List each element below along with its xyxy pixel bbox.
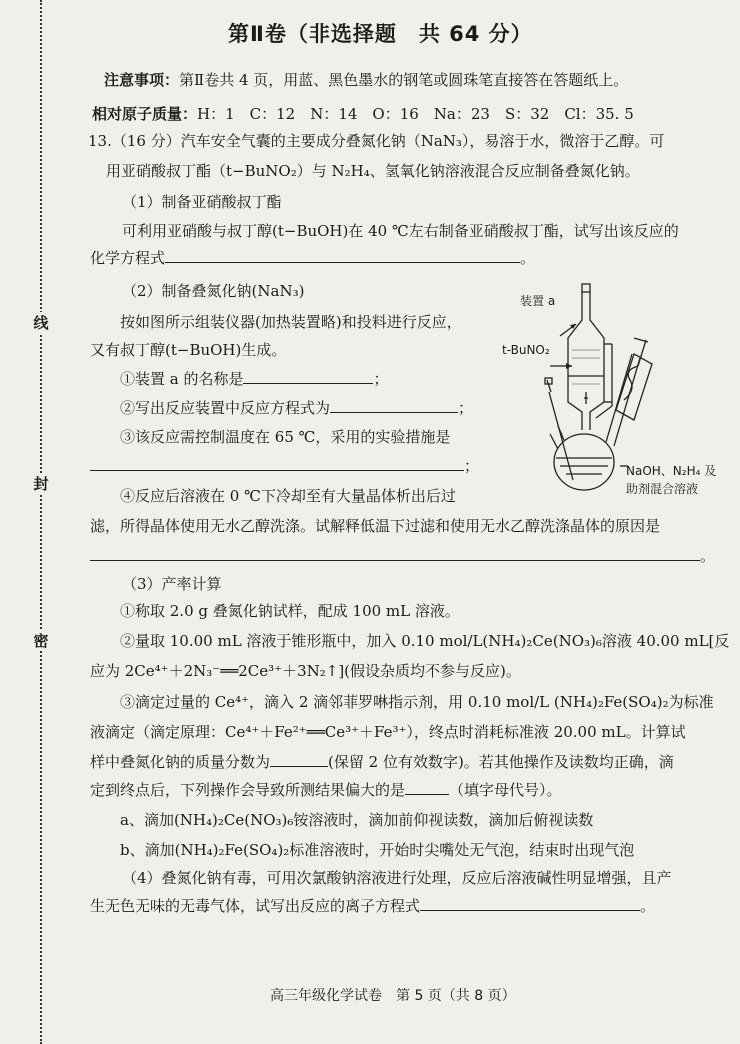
answer-blank-device-name[interactable] (243, 369, 373, 384)
part3-step2-line2: 应为 2Ce⁴⁺＋2N₃⁻══2Ce³⁺＋3N₂↑](假设杂质均不参与反应)。 (90, 662, 521, 680)
notice (104, 70, 628, 90)
part1-line2 (90, 248, 535, 268)
part4-prompt: 生无色无味的无毒气体，试写出反应的离子方程式 (90, 897, 421, 915)
part1-line1: 可利用亚硝酸与叔丁醇(t−BuOH)在 40 ℃左右制备亚硝酸叔丁酯，试写出该反应的 (122, 222, 679, 240)
part2-q1-prompt: ①装置 a 的名称是 (120, 370, 244, 388)
part3-mass-fraction-prompt: 样中叠氮化钠的质量分数为 (90, 753, 271, 771)
part3-step3-line1: ③滴定过量的 Ce⁴⁺，滴入 2 滴邻菲罗啉指示剂，用 0.10 mol/L (NH₄)₂Fe(SO₄)₂为标准 (120, 693, 714, 711)
part2-q1-end: ； (373, 370, 389, 388)
option-a: a、滴加(NH₄)₂Ce(NO₃)₆铵溶液时，滴加前仰视读数，滴加后俯视读数 (120, 811, 594, 829)
part2-q3-answer-line (90, 456, 479, 476)
label-reagent: t-BuNO₂ (502, 343, 550, 357)
part1-heading: （1）制备亚硝酸叔丁酯 (122, 193, 282, 211)
part3-step3-line4 (90, 780, 562, 800)
notice-text: 第Ⅱ卷共 4 页，用蓝、黑色墨水的钢笔或圆珠笔直接答在答题纸上。 (179, 71, 629, 89)
answer-blank-temperature[interactable] (90, 456, 464, 471)
apparatus-diagram (500, 280, 740, 505)
part3-step3-line4-post: （填字母代号）。 (449, 781, 562, 799)
answer-blank-option[interactable] (405, 780, 449, 795)
q13-intro-line2: 用亚硝酸叔丁酯（t−BuNO₂）与 N₂H₄、氢氧化钠溶液混合反应制备叠氮化钠。 (106, 162, 640, 180)
part2-q2 (120, 398, 473, 418)
part2-q4-line1: ④反应后溶液在 0 ℃下冷却至有大量晶体析出后过 (120, 487, 456, 505)
atomic-text: H：1 C：12 N：14 O：16 Na：23 S：32 Cl：35. 5 (197, 105, 634, 123)
answer-blank-ionic-equation[interactable] (420, 896, 640, 911)
label-solution-line2: 助剂混合溶液 (626, 482, 699, 496)
binding-char-mi: 密 (30, 630, 52, 651)
part4-end: 。 (640, 897, 656, 915)
section-title: 第Ⅱ卷（非选择题 共 64 分） (228, 22, 533, 46)
part3-step3-line2: 液滴定（滴定原理：Ce⁴⁺＋Fe²⁺══Ce³⁺＋Fe³⁺），终点时消耗标准液 20.00 mL。计算试 (90, 723, 686, 741)
part4-line1: （4）叠氮化钠有毒，可用次氯酸钠溶液进行处理，反应后溶液碱性明显增强，且产 (122, 869, 672, 887)
binding-char-feng: 封 (30, 473, 52, 494)
part3-step2-line1: ②量取 10.00 mL 溶液于锥形瓶中，加入 0.10 mol/L(NH₄)₂Ce(NO₃)₆溶液 40.00 mL[反 (120, 632, 730, 650)
part2-q3-end: ； (464, 457, 480, 475)
label-device-a: 装置 a (520, 294, 556, 308)
part1-prompt: 化学方程式 (90, 249, 166, 267)
part2-q3: ③该反应需控制温度在 65 ℃，采用的实验措施是 (120, 428, 451, 446)
part2-q2-prompt: ②写出反应装置中反应方程式为 (120, 399, 331, 417)
answer-blank-reaction[interactable] (330, 398, 458, 413)
part3-heading: （3）产率计算 (122, 575, 222, 593)
part2-q4-line2: 滤，所得晶体使用无水乙醇洗涤。试解释低温下过滤和使用无水乙醇洗涤晶体的原因是 (90, 517, 661, 535)
part1-end: 。 (520, 249, 536, 267)
part2-line1: 按如图所示组装仪器(加热装置略)和投料进行反应， (120, 313, 462, 331)
answer-blank-reason[interactable] (90, 546, 700, 561)
part2-q4-end: 。 (700, 547, 716, 565)
option-b: b、滴加(NH₄)₂Fe(SO₄)₂标准溶液时，开始时尖嘴处无气泡，结束时出现气泡 (120, 841, 635, 859)
part4-line2 (90, 896, 655, 916)
part2-q4-answer-line (90, 546, 715, 566)
part2-heading: （2）制备叠氮化钠(NaN₃) (122, 282, 305, 300)
part3-option-prompt: 定到终点后，下列操作会导致所测结果偏大的是 (90, 781, 406, 799)
atomic-label: 相对原子质量： (92, 105, 198, 123)
atomic-masses (92, 104, 634, 124)
label-solution-line1: NaOH、N₂H₄ 及 (626, 464, 717, 478)
part3-step3-line3-post: (保留 2 位有效数字)。若其他操作及读数均正确，滴 (328, 753, 674, 771)
binding-char-xian: 线 (30, 312, 52, 333)
part2-q1 (120, 369, 389, 389)
q13-intro-line1: 13.（16 分）汽车安全气囊的主要成分叠氮化钠（NaN₃），易溶于水，微溶于乙醇。可 (88, 132, 665, 150)
part3-step3-line3 (90, 752, 674, 772)
answer-blank-equation-1[interactable] (165, 248, 520, 263)
part3-step1: ①称取 2.0 g 叠氮化钠试样，配成 100 mL 溶液。 (120, 602, 460, 620)
answer-blank-mass-fraction[interactable] (270, 752, 328, 767)
part2-line2: 又有叔丁醇(t−BuOH)生成。 (90, 341, 287, 359)
notice-label: 注意事项： (104, 71, 180, 89)
binding-line (40, 0, 42, 1044)
part2-q2-end: ； (458, 399, 474, 417)
page-footer: 高三年级化学试卷 第 5 页（共 8 页） (270, 988, 516, 1004)
